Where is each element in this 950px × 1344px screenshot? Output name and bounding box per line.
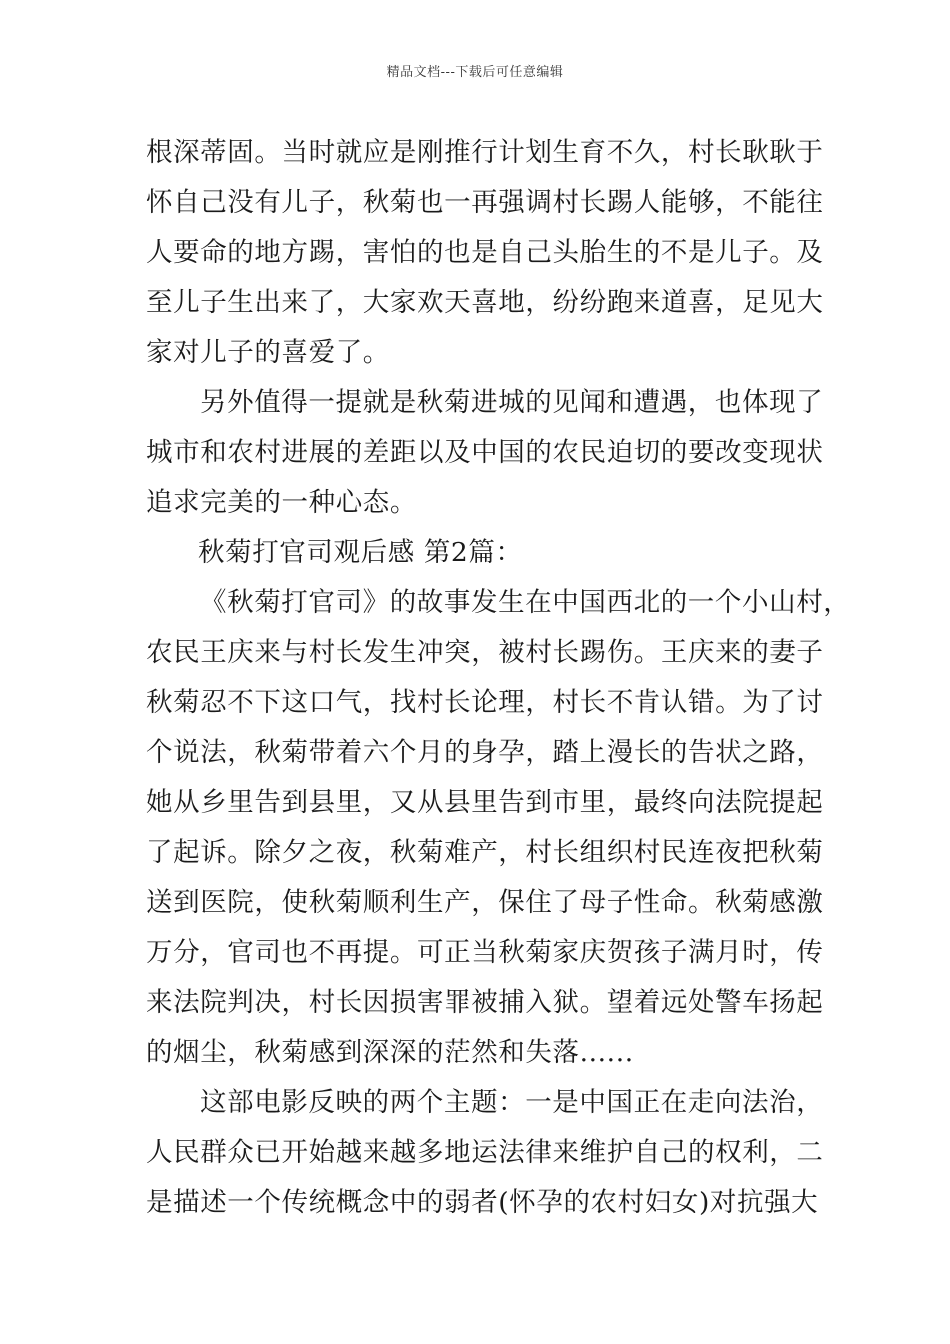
- text-line: 来法院判决，村长因损害罪被捕入狱。望着远处警车扬起: [146, 987, 824, 1018]
- text-line: 她从乡里告到县里，又从县里告到市里，最终向法院提起: [146, 787, 824, 818]
- text-line: 城市和农村进展的差距以及中国的农民迫切的要改变现状: [146, 437, 824, 468]
- text-line: 是描述一个传统概念中的弱者(怀孕的农村妇女)对抗强大: [146, 1187, 819, 1218]
- document-body: [146, 128, 851, 1228]
- text-line: 农民王庆来与村长发生冲突，被村长踢伤。王庆来的妻子: [146, 637, 824, 668]
- text-line: 至儿子生出来了，大家欢天喜地，纷纷跑来道喜，足见大: [146, 287, 824, 318]
- section-heading: 秋菊打官司观后感 第2篇：: [198, 537, 523, 568]
- text-line: 人民群众已开始越来越多地运法律来维护自己的权利，二: [146, 1137, 824, 1168]
- text-line: 秋菊忍不下这口气，找村长论理，村长不肯认错。为了讨: [146, 687, 824, 718]
- text-line: 家对儿子的喜爱了。: [146, 337, 390, 368]
- text-line: 人要命的地方踢，害怕的也是自己头胎生的不是儿子。及: [146, 237, 824, 268]
- text-line: 追求完美的一种心态。: [146, 487, 417, 518]
- text-line: 万分，官司也不再提。可正当秋菊家庆贺孩子满月时，传: [146, 937, 824, 968]
- text-line: 了起诉。除夕之夜，秋菊难产，村长组织村民连夜把秋菊: [146, 837, 824, 868]
- text-line: 怀自己没有儿子，秋菊也一再强调村长踢人能够，不能往: [146, 187, 824, 218]
- paragraph-start-line: 另外值得一提就是秋菊进城的见闻和遭遇，也体现了: [200, 387, 824, 418]
- text-line: 送到医院，使秋菊顺利生产，保住了母子性命。秋菊感激: [146, 887, 824, 918]
- text-line: 的烟尘，秋菊感到深深的茫然和失落......: [146, 1037, 634, 1068]
- text-line: 根深蒂固。当时就应是刚推行计划生育不久，村长耿耿于: [146, 137, 824, 168]
- text-line: 个说法，秋菊带着六个月的身孕，踏上漫长的告状之路，: [146, 737, 824, 768]
- paragraph-start-line: 《秋菊打官司》的故事发生在中国西北的一个小山村，: [200, 587, 851, 618]
- page-header: 精品文档---下载后可任意编辑: [386, 65, 564, 80]
- paragraph-start-line: 这部电影反映的两个主题：一是中国正在走向法治，: [200, 1087, 824, 1118]
